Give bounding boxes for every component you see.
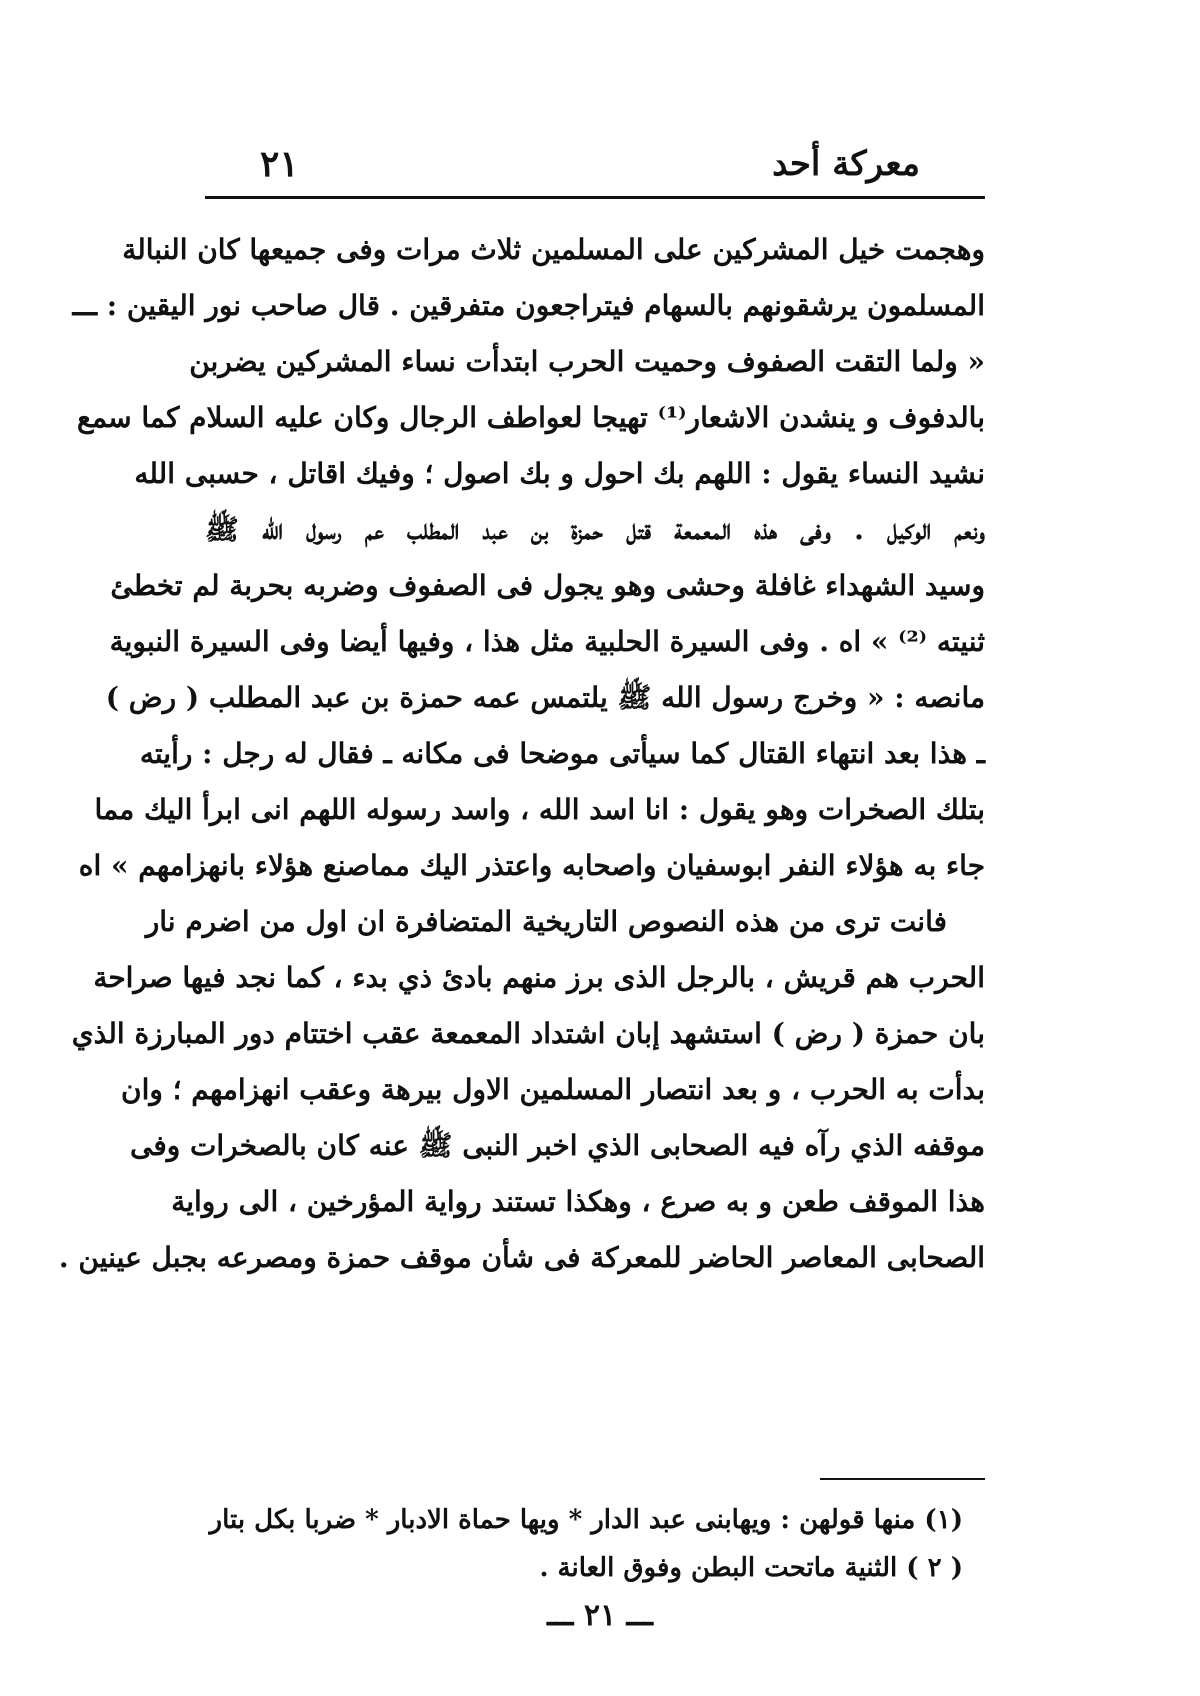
body-line: جاء به هؤلاء النفر ابوسفيان واصحابه واعتذر اليك مماصنع هؤلاء بانهزامهم » اه (78, 849, 985, 882)
body-line: ـ هذا بعد انتهاء القتال كما سيأتى موضحا فى مكانه ـ فقال له رجل : رأيته (139, 737, 985, 770)
page-header (205, 140, 985, 190)
body-line: فانت ترى من هذه النصوص التاريخية المتضافرة ان اول من اضرم نار (145, 905, 947, 938)
body-line: مانصه : « وخرج رسول الله ﷺ يلتمس عمه حمزة بن عبد المطلب ( رض ) (105, 681, 985, 714)
page-number-footer: ـــ ٢١ ـــ (547, 1598, 653, 1633)
footnotes (205, 1496, 985, 1592)
body-line: الحرب هم قريش ، بالرجل الذى برز منهم بادئ ذي بدء ، كما نجد فيها صراحة (93, 961, 985, 994)
footnote-divider (820, 1478, 985, 1480)
body-line: هذا الموقف طعن و به صرع ، وهكذا تستند رواية المؤرخين ، الى رواية (171, 1185, 985, 1218)
header-page-number: ٢١ (260, 143, 299, 185)
body-line: بالدفوف و ينشدن الاشعار⁽¹⁾ تهيجا لعواطف الرجال وكان عليه السلام كما سمع (77, 401, 985, 434)
footnote-1: (١) منها قولهن : ويهابنى عبد الدار * ويها حماة الادبار * ضربا بكل بتار (209, 1505, 963, 1535)
body-line: وهجمت خيل المشركين على المسلمين ثلاث مرات وفى جميعها كان النبالة (122, 233, 985, 266)
header-divider (205, 196, 985, 199)
body-line: بان حمزة ( رض ) استشهد إبان اشتداد المعمعة عقب اختتام دور المبارزة الذي (71, 1017, 985, 1050)
body-text (58, 222, 985, 1286)
body-line: ونعم الوكيل . وفى هذه المعمعة قتل حمزة بن عبد المطلب عم رسول الله ﷺ (205, 513, 985, 546)
body-line: المسلمون يرشقونهم بالسهام فيتراجعون متفرقين . قال صاحب نور اليقين : ـــ (72, 289, 985, 322)
body-line: « ولما التقت الصفوف وحميت الحرب ابتدأت نساء المشركين يضربن (189, 345, 985, 378)
body-line: بتلك الصخرات وهو يقول : انا اسد الله ، واسد رسوله اللهم انى ابرأ اليك مما (94, 793, 985, 826)
footnote-2: ( ٢ ) الثنية ماتحت البطن وفوق العانة . (539, 1553, 963, 1583)
body-line: ثنيته ⁽²⁾ » اه . وفى السيرة الحلبية مثل هذا ، وفيها أيضا وفى السيرة النبوية (109, 625, 985, 658)
body-line: نشيد النساء يقول : اللهم بك احول و بك اصول ؛ وفيك اقاتل ، حسبى الله (134, 457, 985, 490)
body-line: موقفه الذي رآه فيه الصحابى الذي اخبر النبى ﷺ عنه كان بالصخرات وفى (130, 1129, 985, 1162)
body-line: الصحابى المعاصر الحاضر للمعركة فى شأن موقف حمزة ومصرعه بجبل عينين . (58, 1241, 985, 1274)
body-line: وسيد الشهداء غافلة وحشى وهو يجول فى الصفوف وضربه بحربة لم تخطئ (110, 569, 985, 602)
running-title: معركة أحد (772, 144, 920, 184)
body-line: بدأت به الحرب ، و بعد انتصار المسلمين الاول بيرهة وعقب انهزامهم ؛ وان (121, 1073, 985, 1106)
